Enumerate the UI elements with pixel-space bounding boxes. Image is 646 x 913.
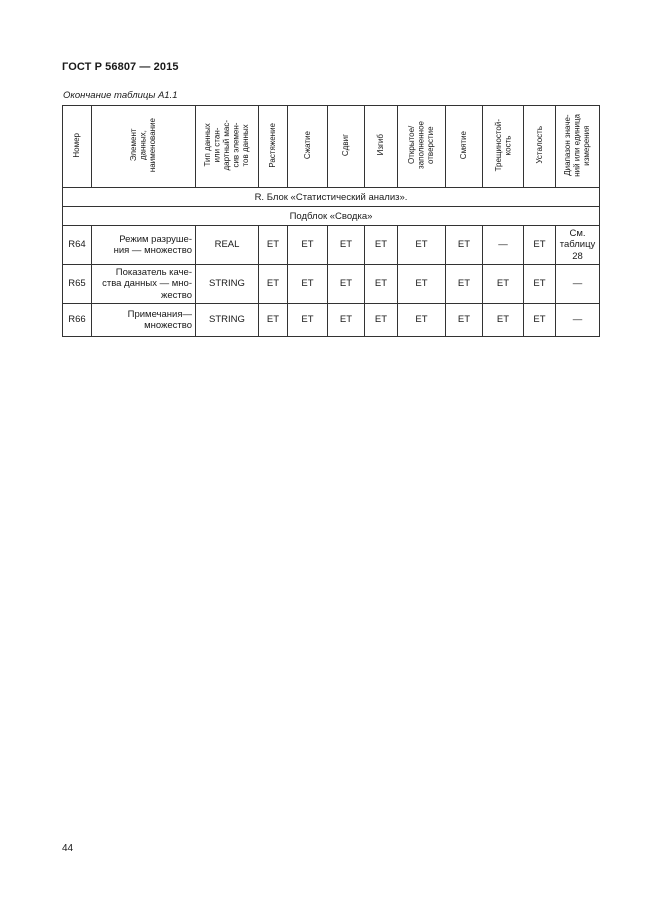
- row-number: R65: [63, 265, 92, 304]
- row-range-units: См. таблицу 28: [556, 226, 600, 265]
- section-row: [63, 188, 600, 207]
- table-caption: Окончание таблицы А1.1: [63, 90, 178, 101]
- row-compression: ET: [288, 226, 328, 265]
- section-title: R. Блок «Статистический анализ».: [63, 188, 600, 207]
- table-row: [63, 265, 600, 304]
- row-tension: ET: [259, 265, 288, 304]
- row-open-filled-hole: ET: [398, 265, 446, 304]
- row-data-type: STRING: [196, 265, 259, 304]
- document-standard-header: ГОСТ Р 56807 — 2015: [62, 61, 179, 73]
- column-header-fatigue: Усталость: [524, 106, 556, 188]
- row-fatigue: ET: [524, 226, 556, 265]
- row-fatigue: ET: [524, 265, 556, 304]
- row-open-filled-hole: ET: [398, 226, 446, 265]
- table-row: [63, 304, 600, 337]
- row-fatigue: ET: [524, 304, 556, 337]
- row-shear: ET: [328, 304, 365, 337]
- row-compression: ET: [288, 265, 328, 304]
- column-header-compression: Сжатие: [288, 106, 328, 188]
- row-number: R64: [63, 226, 92, 265]
- column-header-data-element: Элемент данных, наименование: [92, 106, 196, 188]
- page-number: 44: [62, 843, 74, 854]
- row-fracture-toughness: ET: [483, 304, 524, 337]
- row-bending: ET: [365, 265, 398, 304]
- column-header-data-type: Тип данных или стан- дартный мас- сив элемен- тов данных: [196, 106, 259, 188]
- row-range-units: —: [556, 304, 600, 337]
- column-header-shear: Сдвиг: [328, 106, 365, 188]
- row-shear: ET: [328, 226, 365, 265]
- column-header-range-units: Диапазон значе- ний или единица измерения: [556, 106, 600, 188]
- subsection-title: Подблок «Сводка»: [63, 207, 600, 226]
- row-open-filled-hole: ET: [398, 304, 446, 337]
- table-row: [63, 226, 600, 265]
- row-range-units: —: [556, 265, 600, 304]
- row-compression: ET: [288, 304, 328, 337]
- column-header-open-filled-hole: Открытое/ заполненное отверстие: [398, 106, 446, 188]
- row-shear: ET: [328, 265, 365, 304]
- table-header-row: [63, 106, 600, 188]
- column-header-bending: Изгиб: [365, 106, 398, 188]
- row-fracture-toughness: ET: [483, 265, 524, 304]
- column-header-tension: Растяжение: [259, 106, 288, 188]
- row-bending: ET: [365, 226, 398, 265]
- row-data-type: REAL: [196, 226, 259, 265]
- row-fracture-toughness: —: [483, 226, 524, 265]
- properties-table: [62, 105, 600, 337]
- row-data-type: STRING: [196, 304, 259, 337]
- column-header-number: Номер: [63, 106, 92, 188]
- row-element-name: Примечания— множество: [92, 304, 196, 337]
- row-tension: ET: [259, 226, 288, 265]
- row-bearing: ET: [446, 226, 483, 265]
- row-number: R66: [63, 304, 92, 337]
- row-bearing: ET: [446, 304, 483, 337]
- row-bearing: ET: [446, 265, 483, 304]
- column-header-fracture-toughness: Трещиностой- кость: [483, 106, 524, 188]
- row-tension: ET: [259, 304, 288, 337]
- row-element-name: Показатель каче- ства данных — мно- жество: [92, 265, 196, 304]
- subsection-row: [63, 207, 600, 226]
- row-element-name: Режим разруше- ния — множество: [92, 226, 196, 265]
- column-header-bearing: Смятие: [446, 106, 483, 188]
- row-bending: ET: [365, 304, 398, 337]
